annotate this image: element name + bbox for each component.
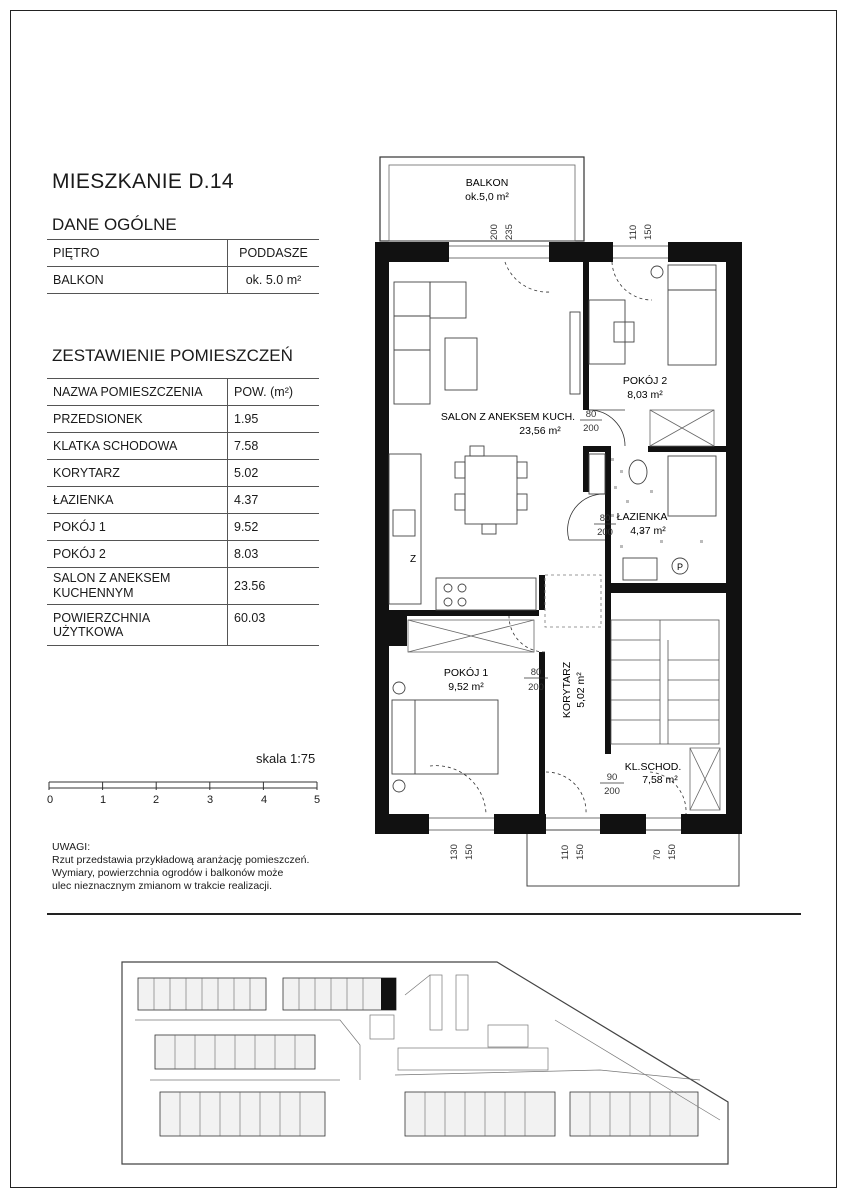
salon-area: 23,56 m² <box>519 425 561 437</box>
site-plan <box>0 920 849 1180</box>
wall-interior <box>389 616 407 646</box>
lazienka-area: 4,37 m² <box>630 525 666 537</box>
rooms-heading: ZESTAWIENIE POMIESZCZEŃ <box>52 346 293 365</box>
staircase <box>611 620 719 744</box>
bed <box>392 700 498 774</box>
wall-interior <box>611 583 726 593</box>
salon-name: SALON Z ANEKSEM KUCH. <box>440 411 576 423</box>
dim: 80 <box>530 667 542 678</box>
wall-interior <box>605 452 611 742</box>
dim: 150 <box>643 224 654 240</box>
notes-line: Wymiary, powierzchnia ogrodów i balkonów może <box>52 867 284 879</box>
bed <box>668 265 716 365</box>
dim: 150 <box>667 844 678 860</box>
room-area: 7.58 <box>227 433 319 459</box>
wall-interior <box>539 575 545 610</box>
scale-tick-label: 1 <box>99 794 107 806</box>
wall-left <box>375 242 389 834</box>
dim: 80 <box>599 513 611 524</box>
dim: 130 <box>449 844 460 860</box>
room-name: KLATKA SCHODOWA <box>53 439 178 453</box>
room-area: 1.95 <box>227 406 319 432</box>
korytarz-name: KORYTARZ <box>561 661 573 719</box>
room-name: POWIERZCHNIA UŻYTKOWA <box>53 611 150 639</box>
dim: 110 <box>560 844 571 860</box>
wall-bottom <box>600 814 646 834</box>
pokoj2-name: POKÓJ 2 <box>622 375 668 387</box>
coffee-table <box>445 338 477 390</box>
entrance-platform <box>527 830 739 886</box>
wall-bottom <box>375 814 429 834</box>
apartment-highlight <box>381 978 396 1010</box>
wall-right <box>726 242 742 834</box>
pokoj1-name: POKÓJ 1 <box>443 667 489 679</box>
room-name: ŁAZIENKA <box>53 493 114 507</box>
floor-value: PODDASZE <box>227 240 319 266</box>
notes-heading: UWAGI: <box>52 841 91 853</box>
klatka-area: 7,58 m² <box>642 774 678 786</box>
scale-tick-label: 3 <box>206 794 214 806</box>
room-name: POKÓJ 1 <box>53 520 106 534</box>
wall-top <box>375 242 449 262</box>
dim: 235 <box>504 224 515 240</box>
notes-line: ulec nieznacznym zmianom w trakcie realizacji. <box>52 880 272 892</box>
balcony-value: ok. 5.0 m² <box>227 267 319 293</box>
boiler-mark: P <box>676 562 684 572</box>
room-area: 5.02 <box>227 460 319 486</box>
rooms-header-name: NAZWA POMIESZCZENIA <box>53 385 203 399</box>
room-area: 8.03 <box>227 541 319 567</box>
dim: 200 <box>489 224 500 240</box>
dim: 110 <box>628 224 639 240</box>
scale-tick-label: 5 <box>313 794 321 806</box>
general-heading: DANE OGÓLNE <box>52 215 177 234</box>
dim: 90 <box>606 772 618 783</box>
room-area: 60.03 <box>227 605 319 645</box>
sink <box>393 510 415 536</box>
wall-bottom <box>681 814 742 834</box>
dim: 70 <box>652 849 663 860</box>
page-title: MIESZKANIE D.14 <box>52 170 234 193</box>
room-area: 9.52 <box>227 514 319 540</box>
floor-label: PIĘTRO <box>53 246 100 260</box>
dim: 80 <box>585 409 597 420</box>
wall-interior <box>389 610 539 616</box>
room-area: 23.56 <box>227 568 319 604</box>
scale-label: skala 1:75 <box>256 751 316 766</box>
skylight-outline <box>545 575 601 627</box>
scale-tick-label: 0 <box>46 794 54 806</box>
wall-top <box>668 242 742 262</box>
scale-tick-label: 2 <box>152 794 160 806</box>
room-name: PRZEDSIONEK <box>53 412 143 426</box>
wall-interior <box>583 452 589 492</box>
room-name: SALON Z ANEKSEM KUCHENNYM <box>53 571 171 600</box>
heater <box>651 266 663 278</box>
balkon-area: ok.5,0 m² <box>465 191 509 203</box>
klatka-name: KL.SCHOD. <box>624 761 682 773</box>
kitchen-counter-left <box>389 454 421 604</box>
rooms-header-area: POW. (m²) <box>227 379 319 405</box>
dim: 200 <box>597 527 613 538</box>
chair <box>614 322 634 342</box>
washbasin <box>623 558 657 580</box>
wall-interior <box>648 446 726 452</box>
divider <box>47 913 801 915</box>
lazienka-name: ŁAZIENKA <box>616 511 668 523</box>
dim: 150 <box>464 844 475 860</box>
wall-bottom <box>494 814 546 834</box>
pokoj2-area: 8,03 m² <box>627 389 663 401</box>
toilet <box>629 460 647 484</box>
pokoj1-area: 9,52 m² <box>448 681 484 693</box>
korytarz-area: 5,02 m² <box>575 672 587 708</box>
wall-interior <box>605 742 611 754</box>
scale-tick-label: 4 <box>260 794 268 806</box>
dim: 200 <box>528 682 544 693</box>
dim: 200 <box>604 786 620 797</box>
wall-interior <box>583 262 589 410</box>
room-area: 4.37 <box>227 487 319 513</box>
balkon-name: BALKON <box>465 177 509 189</box>
armchair <box>430 282 466 318</box>
sofa <box>394 282 430 404</box>
kitchen-mark: Z <box>409 554 417 565</box>
notes-line: Rzut przedstawia przykładową aranżację pomieszczeń. <box>52 854 310 866</box>
balcony-label: BALKON <box>53 273 104 287</box>
wall-top <box>549 242 613 262</box>
shower <box>668 456 716 516</box>
tv-unit <box>570 312 580 394</box>
buildings <box>138 978 698 1136</box>
furniture <box>389 265 716 792</box>
desk <box>589 300 625 364</box>
room-name: POKÓJ 2 <box>53 547 106 561</box>
dim: 200 <box>583 423 599 434</box>
windows <box>429 246 684 830</box>
dim: 150 <box>575 844 586 860</box>
room-name: KORYTARZ <box>53 466 120 480</box>
dining-table <box>465 456 517 524</box>
door-swings <box>430 262 686 814</box>
wall-interior <box>583 446 611 452</box>
